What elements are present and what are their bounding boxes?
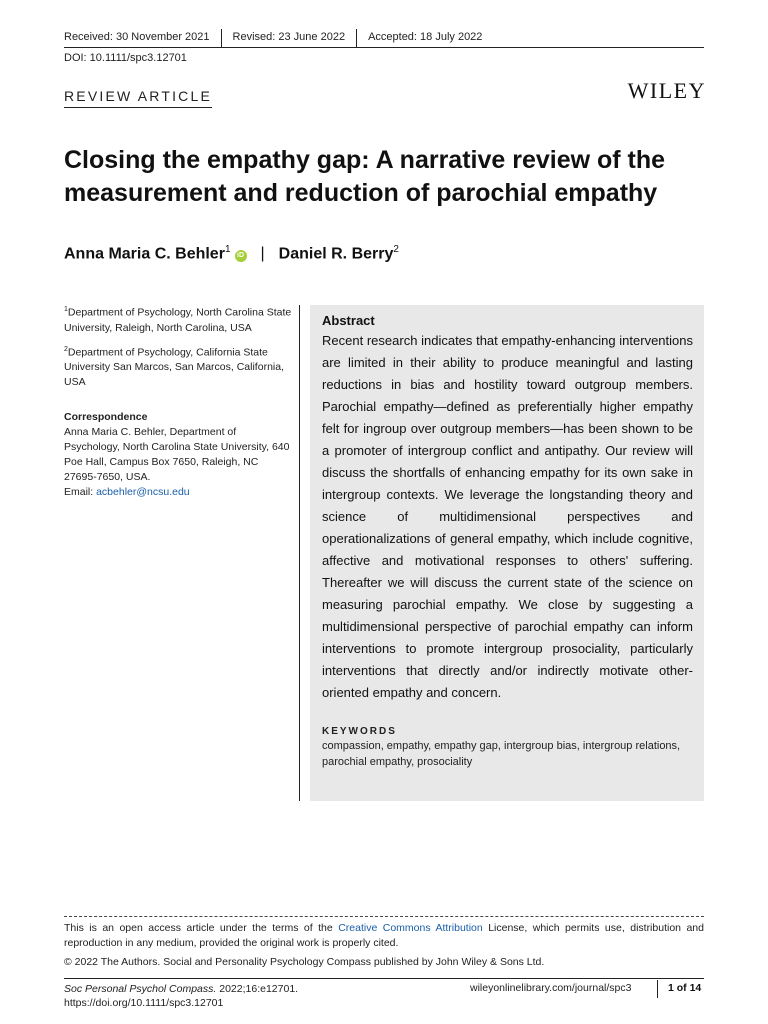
author-name-2[interactable]: Daniel R. Berry	[278, 245, 394, 263]
license-link[interactable]: Creative Commons Attribution	[338, 922, 483, 934]
correspondence-address: Anna Maria C. Behler, Department of Psychology, North Carolina State University, 640 Poe Hall, Campus Box 7650, Raleigh, NC 27695-7650, USA.	[64, 426, 290, 483]
affiliation-mark: 1	[64, 306, 68, 313]
email-link[interactable]: acbehler@ncsu.edu	[96, 486, 190, 498]
author-list	[64, 244, 399, 263]
abstract-heading: Abstract	[322, 313, 375, 328]
journal-site-link[interactable]: wileyonlinelibrary.com/journal/spc3	[470, 982, 632, 994]
correspondence-heading: Correspondence	[64, 411, 148, 423]
article-type: REVIEW ARTICLE	[64, 88, 212, 108]
license-text-pre: This is an open access article under the terms of the	[64, 922, 339, 934]
journal-doi-link[interactable]: https://doi.org/10.1111/spc3.12701	[64, 997, 224, 1009]
doi[interactable]: DOI: 10.1111/spc3.12701	[64, 52, 187, 64]
author-affiliation-mark-2: 2	[393, 244, 399, 255]
footer-dashed-rule	[64, 916, 704, 917]
affiliation-2	[64, 342, 292, 391]
footer-rule	[64, 978, 704, 979]
affiliations-column	[64, 302, 292, 506]
orcid-icon[interactable]: iD	[235, 250, 247, 262]
copyright-notice: © 2022 The Authors. Social and Personality Psychology Compass published by John Wiley & Sons Ltd.	[64, 956, 545, 968]
revised-date: Revised: 23 June 2022	[233, 29, 358, 47]
license-text-post: License, which permits use, distribution and reproduction in any medium, provided the original work is properly cited.	[64, 922, 704, 949]
dates-bar	[64, 29, 704, 47]
journal-name: Soc Personal Psychol Compass.	[64, 983, 217, 995]
column-divider	[299, 305, 300, 801]
page-number: 1 of 14	[668, 982, 702, 994]
affiliation-mark: 2	[64, 345, 68, 353]
page-number-divider	[657, 980, 658, 998]
keywords-heading: KEYWORDS	[322, 726, 397, 737]
journal-citation	[64, 982, 298, 1010]
affiliation-text: Department of Psychology, California State University San Marcos, San Marcos, California, USA	[64, 346, 284, 388]
received-date: Received: 30 November 2021	[64, 29, 222, 47]
author-affiliation-mark-1: 1	[224, 244, 231, 255]
license-notice	[64, 921, 704, 951]
header-rule	[64, 47, 704, 48]
author-name-1[interactable]: Anna Maria C. Behler	[64, 245, 225, 263]
author-separator: |	[260, 245, 265, 263]
accepted-date: Accepted: 18 July 2022	[368, 31, 483, 43]
abstract-text: Recent research indicates that empathy-enhancing interventions are limited in their ability to produce meaningful and lasting reductions in bias and hostility toward outgroup members. Parochial empathy—defined as preferentially higher empathy felt for ingroup over outgroup members—has been shown to be a promoter of intergroup conflict and antipathy. Our review will discuss the shortfalls of enhancing empathy for its own sake in intergroup contexts. We leverage the longstanding theory and science of multidimensional perspectives and operationalizations of general empathy, which include cognitive, affective and motivational responses to others' suffering. Thereafter we will discuss the current state of the science on measuring parochial empathy. We close by suggesting a multidimensional perspective of parochial empathy can inform interventions to promote intergroup prosociality, particularly interventions that directly and/or indirectly motivate other-oriented empathy and concern.	[322, 333, 693, 700]
email-label: Email:	[64, 486, 97, 498]
journal-ref: 2022;16:e12701.	[216, 983, 299, 995]
publisher-logo: WILEY	[627, 78, 706, 103]
abstract-box	[310, 305, 704, 801]
correspondence-text	[64, 425, 292, 500]
keywords-text: compassion, empathy, empathy gap, intergroup bias, intergroup relations, parochial empathy, prosociality	[322, 740, 681, 768]
page-title: Closing the empathy gap: A narrative review of the measurement and reduction of parochial empathy	[64, 146, 666, 207]
affiliation-1	[64, 302, 292, 336]
affiliation-text: Department of Psychology, North Carolina State University, Raleigh, North Carolina, USA	[64, 306, 292, 334]
